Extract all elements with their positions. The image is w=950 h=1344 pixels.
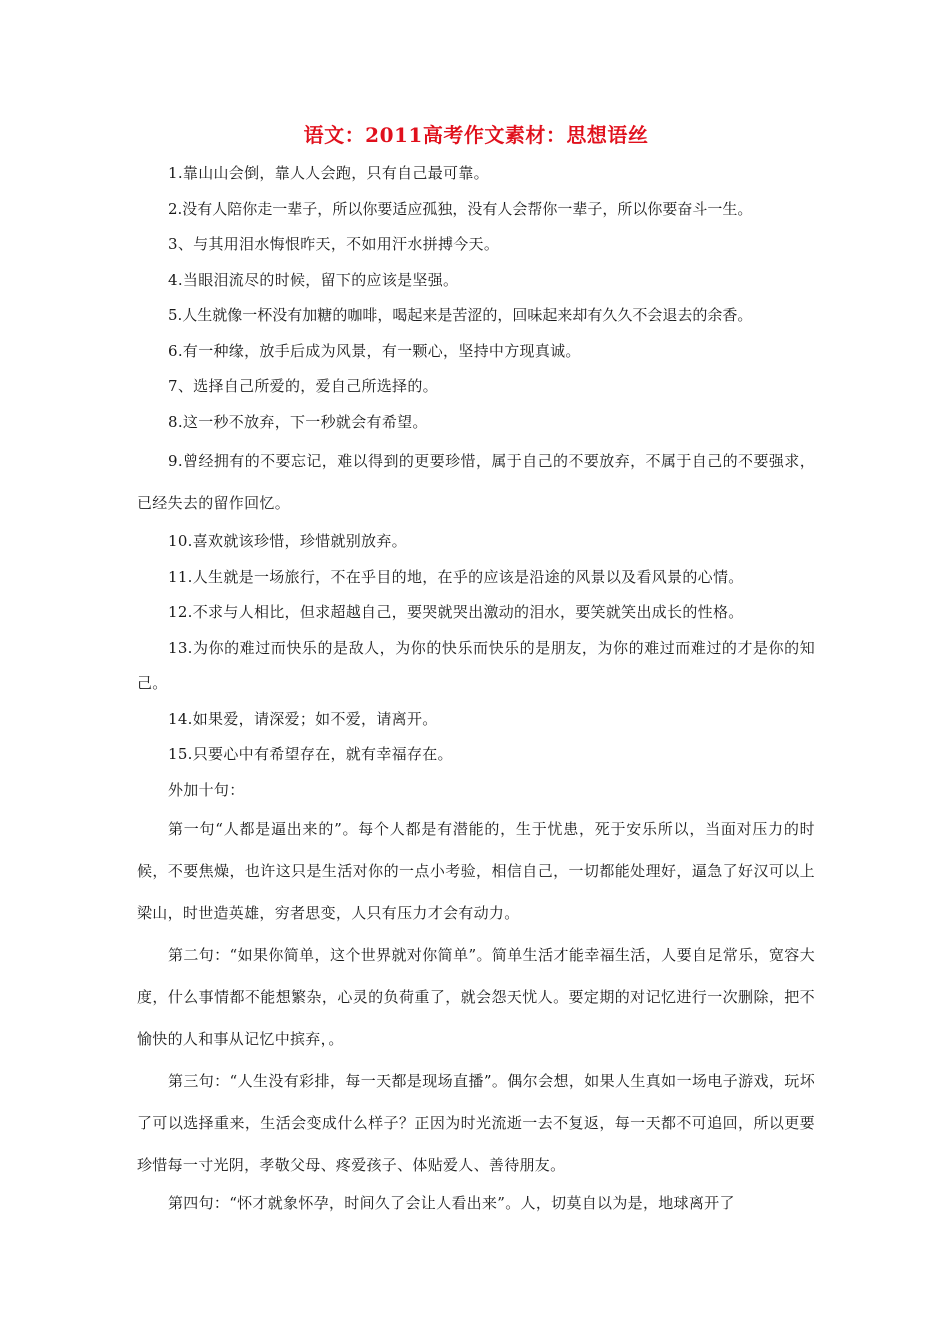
- quote-13: 13.为你的难过而快乐的是敌人，为你的快乐而快乐的是朋友，为你的难过而难过的才是你的知己。: [137, 638, 815, 692]
- extra-2: 第二句：“如果你简单，这个世界就对你简单”。简单生活才能幸福生活，人要自足常乐，宽容大度，什么事情都不能想繁杂，心灵的负荷重了，就会怨天忧人。要定期的对记忆进行一次删除，把不愉快的人和事从记忆中摈弃，。: [137, 946, 815, 1048]
- quote-14: 14.如果爱，请深爱；如不爱，请离开。: [168, 709, 438, 728]
- extra-heading: 外加十句：: [168, 780, 245, 799]
- quote-10: 10.喜欢就该珍惜，珍惜就别放弃。: [168, 532, 407, 550]
- document-title: 语文：2011高考作文素材：思想语丝: [303, 123, 649, 147]
- quote-6: 6.有一种缘，放手后成为风景，有一颗心，坚持中方现真诚。: [168, 341, 581, 360]
- quote-3: 3、与其用泪水悔恨昨天，不如用汗水拼搏今天。: [168, 235, 500, 253]
- quote-4: 4.当眼泪流尽的时候，留下的应该是坚强。: [168, 270, 459, 289]
- quote-2: 2.没有人陪你走一辈子，所以你要适应孤独，没有人会帮你一辈子，所以你要奋斗一生。: [168, 199, 753, 218]
- quote-1: 1.靠山山会倒，靠人人会跑，只有自己最可靠。: [168, 164, 489, 182]
- quote-12: 12.不求与人相比，但求超越自己，要哭就哭出激动的泪水，要笑就笑出成长的性格。: [168, 603, 744, 621]
- extra-4: 第四句：“怀才就象怀孕，时间久了会让人看出来”。人，切莫自以为是，地球离开了: [168, 1194, 735, 1212]
- quote-5: 5.人生就像一杯没有加糖的咖啡，喝起来是苦涩的，回味起来却有久久不会退去的余香。: [168, 306, 753, 324]
- extra-3: 第三句：“人生没有彩排，每一天都是现场直播”。偶尔会想，如果人生真如一场电子游戏，玩坏了可以选择重来，生活会变成什么样子？正因为时光流逝一去不复返，每一天都不可追回，所以更要珍惜每一寸光阴，孝敬父母、疼爱孩子、体贴爱人、善待朋友。: [137, 1072, 815, 1174]
- document-page: [137, 118, 815, 1222]
- quote-11: 11.人生就是一场旅行，不在乎目的地，在乎的应该是沿途的风景以及看风景的心情。: [168, 567, 744, 586]
- quote-7: 7、选择自己所爱的，爱自己所选择的。: [168, 377, 438, 395]
- extra-1: 第一句“人都是逼出来的”。每个人都是有潜能的，生于忧患，死于安乐所以，当面对压力的时候，不要焦燥，也许这只是生活对你的一点小考验，相信自己，一切都能处理好，逼急了好汉可以上梁山，时世造英雄，穷者思变，人只有压力才会有动力。: [137, 820, 815, 922]
- quote-9: 9.曾经拥有的不要忘记，难以得到的更要珍惜，属于自己的不要放弃，不属于自己的不要强求，已经失去的留作回忆。: [137, 452, 815, 512]
- quote-8: 8.这一秒不放弃，下一秒就会有希望。: [168, 412, 428, 431]
- quote-15: 15.只要心中有希望存在，就有幸福存在。: [168, 745, 453, 763]
